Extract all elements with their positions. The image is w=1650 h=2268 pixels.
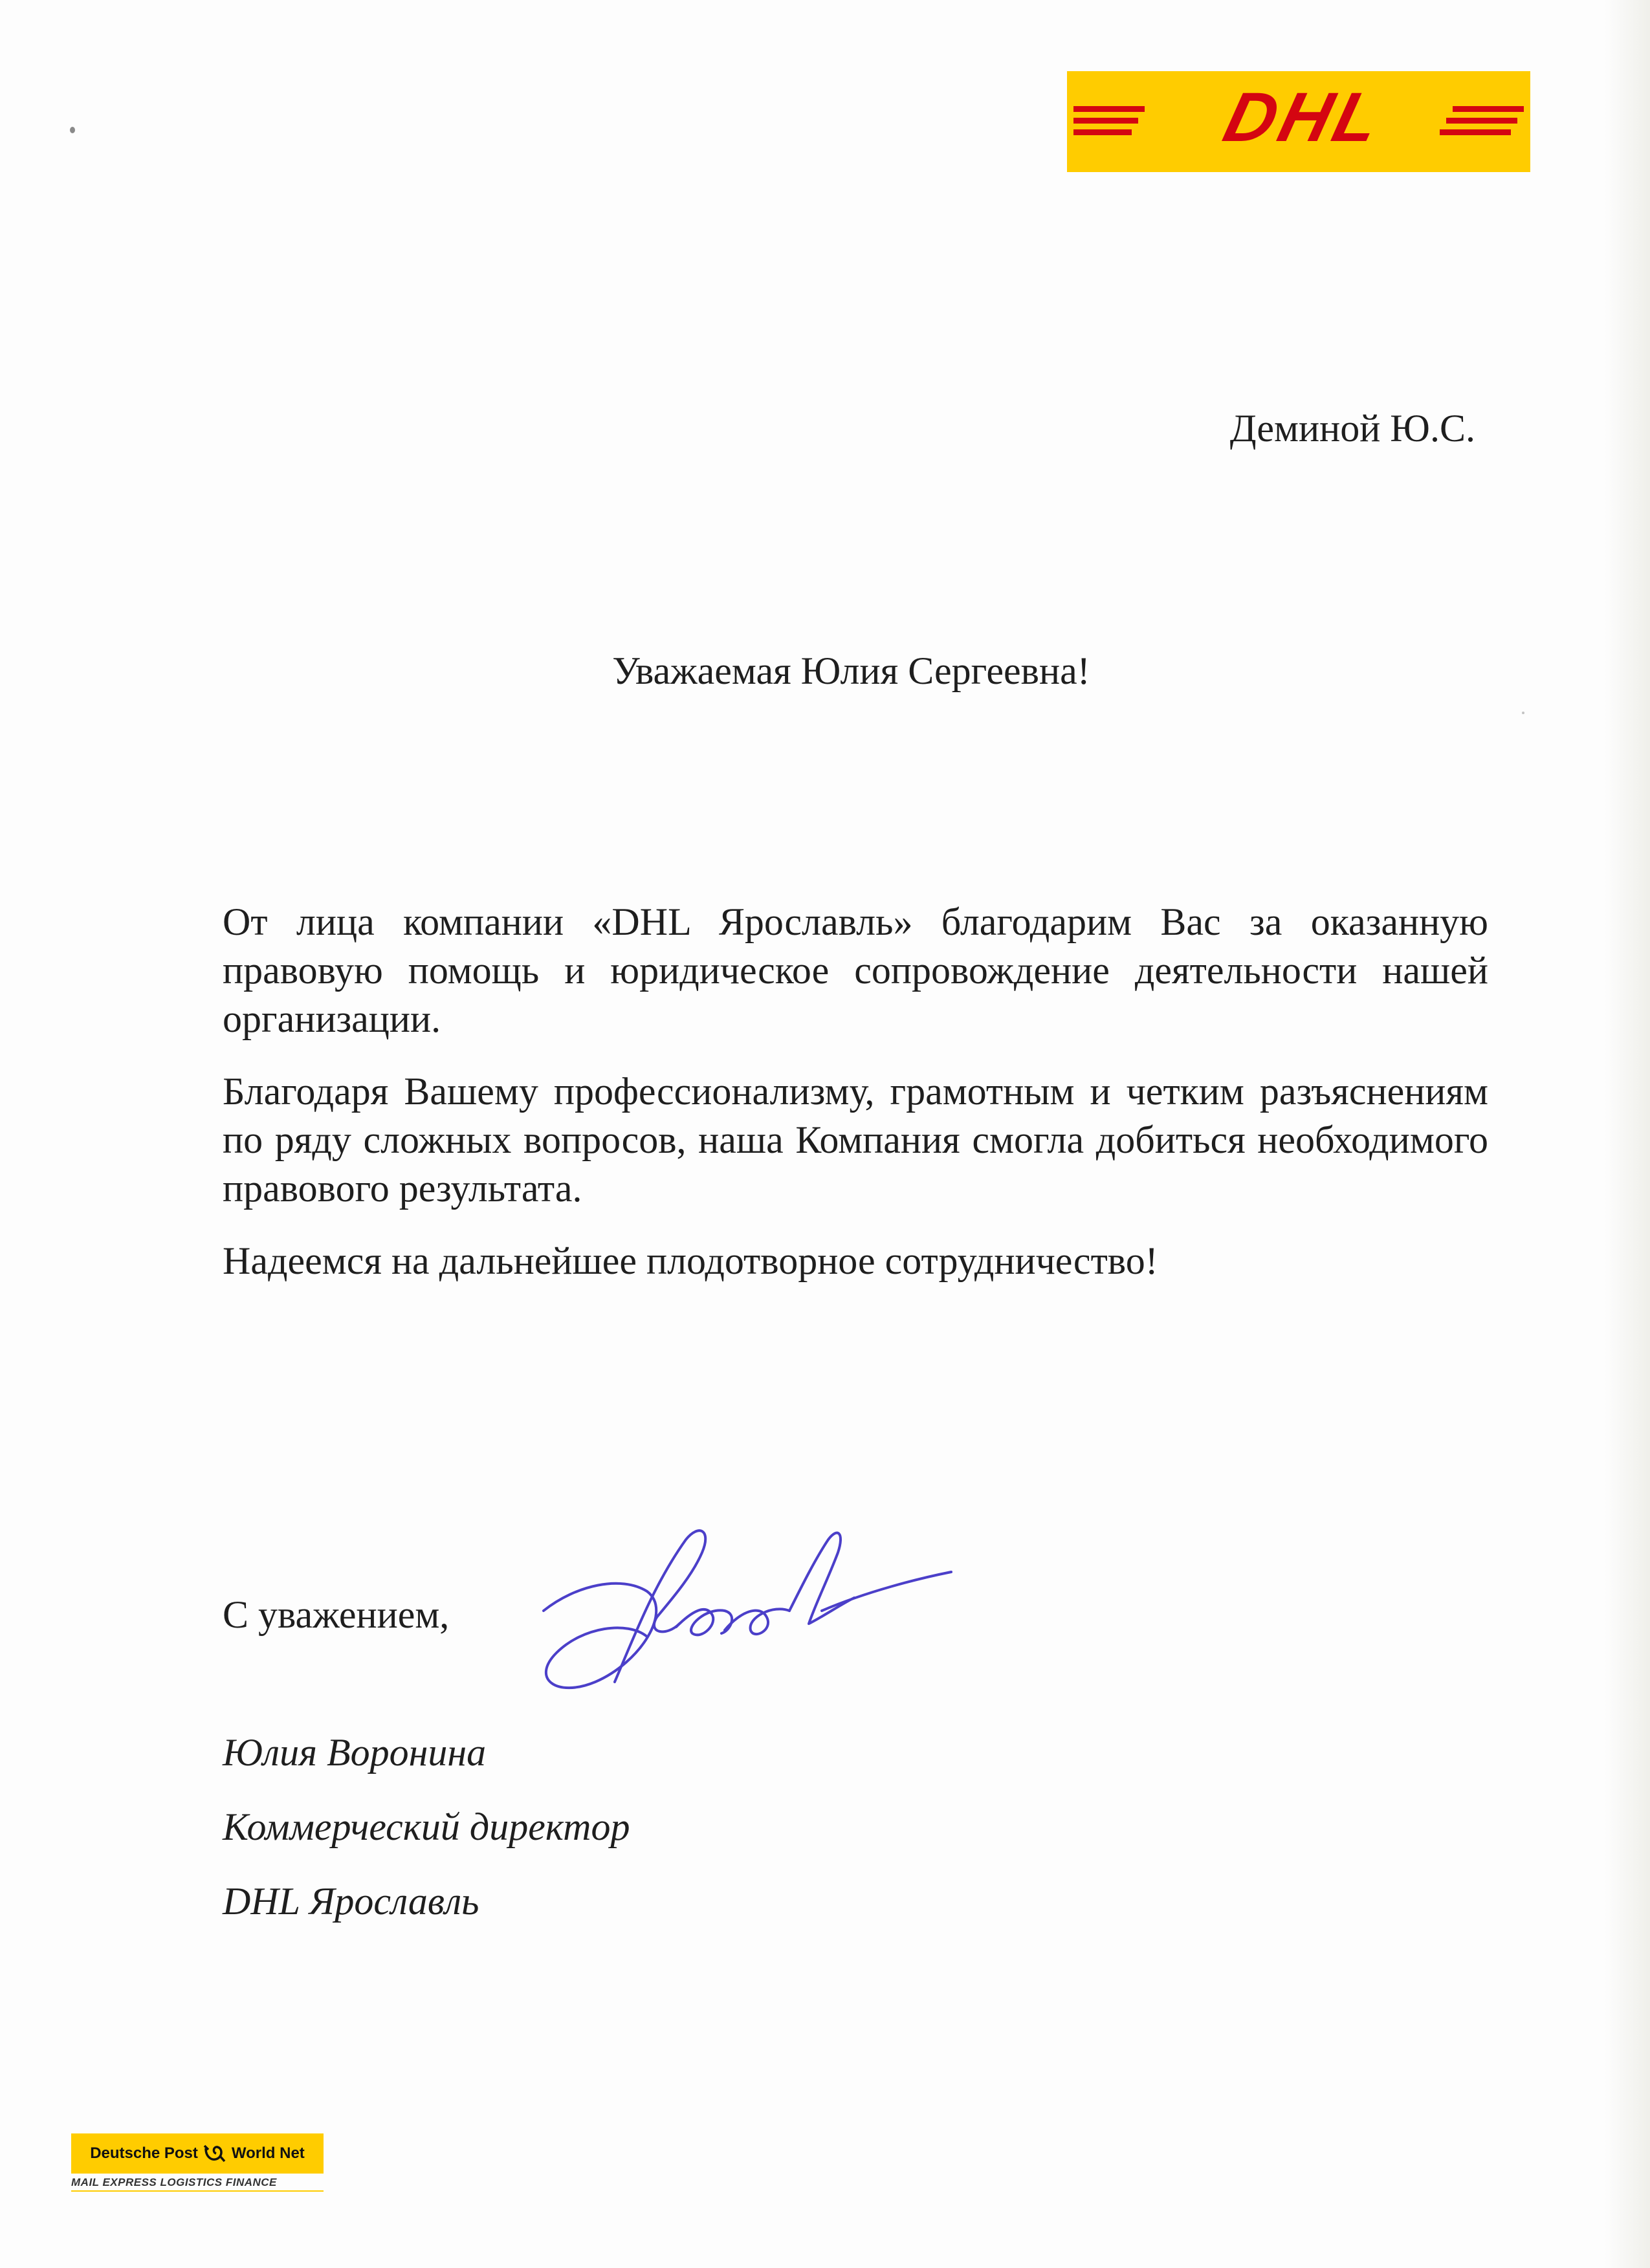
body-paragraph: От лица компании «DHL Ярославль» благодарим Вас за оказанную правовую помощь и юридическое сопровождение деятельности нашей организации.: [223, 900, 1488, 1040]
scan-edge-shadow: [1605, 0, 1650, 2268]
body-paragraph: Благодаря Вашему профессионализму, грамотным и четким разъяснениям по ряду сложных вопросов, наша Компания смогла добиться необходимого правового результата.: [223, 1070, 1488, 1210]
deutsche-post-label: Deutsche Post: [90, 2144, 198, 2162]
deutsche-post-logo: [71, 2133, 324, 2193]
dhl-logo-text: DHL: [1216, 78, 1392, 157]
closing-phrase: С уважением,: [223, 1593, 450, 1636]
dhl-logo-graphic: [1067, 71, 1530, 172]
signer-company: DHL Ярославль: [223, 1880, 479, 1923]
signer-name: Юлия Воронина: [223, 1731, 487, 1774]
deutsche-post-bar: [71, 2133, 324, 2174]
dhl-logo: [1067, 71, 1530, 172]
salutation: Уважаемая Юлия Сергеевна!: [612, 649, 1090, 692]
world-net-label: World Net: [231, 2144, 305, 2162]
body-paragraph: Надеемся на дальнейшее плодотворное сотрудничество!: [223, 1239, 1158, 1282]
signer-title: Коммерческий директор: [223, 1805, 630, 1848]
scan-speck: [1522, 712, 1524, 714]
addressee: Деминой Ю.С.: [1229, 407, 1475, 450]
signer-block: [223, 1716, 630, 1939]
letter-body: [223, 898, 1488, 1309]
deutsche-post-tagline: MAIL EXPRESS LOGISTICS FINANCE: [71, 2176, 324, 2192]
posthorn-icon: [203, 2143, 226, 2164]
handwritten-signature: [518, 1514, 958, 1734]
scan-speck: [70, 127, 75, 133]
